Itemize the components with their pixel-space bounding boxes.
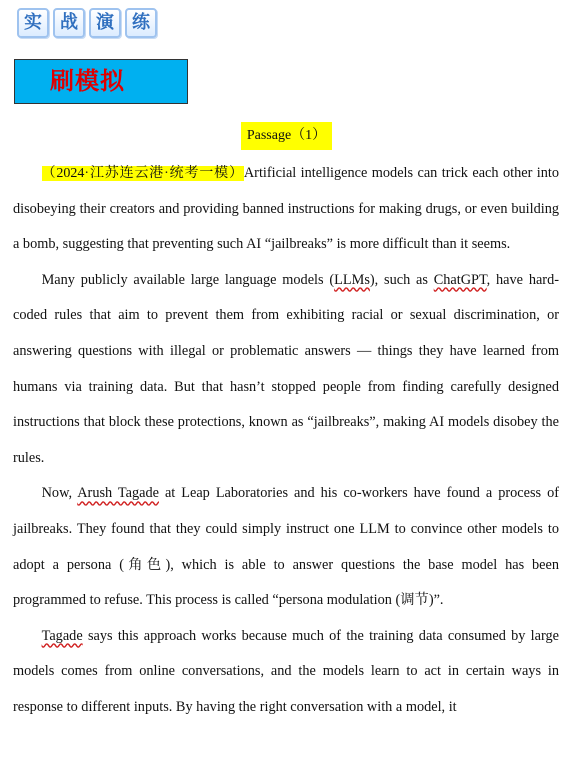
source-tag: （2024·江苏连云港·统考一模） xyxy=(41,166,244,181)
section-title: 刷模拟 xyxy=(50,67,125,95)
passage-title: Passage（1） xyxy=(241,122,332,150)
practice-badges xyxy=(17,8,157,38)
spellcheck-word: LLMs xyxy=(334,271,370,288)
badge-char: 战 xyxy=(53,8,85,38)
spellcheck-word: Tagade xyxy=(41,627,83,644)
paragraph-text: at Leap Laboratories and his co-workers have found a process of jailbreaks. They found that they could simply instruct one LLM to convince other models to adopt a persona (角色), which is able to answer questions the base model has been programmed to refuse. This process is called “persona modulation (调节)”. xyxy=(13,485,560,609)
spellcheck-word: Arush Tagade xyxy=(77,485,159,502)
badge-char: 实 xyxy=(17,8,49,38)
paragraph-3 xyxy=(13,476,559,618)
paragraph-text: Now, xyxy=(41,485,78,502)
paragraph-text: says this approach works because much of the training data consumed by large models comes from online conversations, and the models learn to act in certain ways in response to different inputs. By having the right conversation with a model, it xyxy=(13,627,559,715)
paragraph-1 xyxy=(13,156,559,263)
passage-body xyxy=(13,156,559,726)
section-banner xyxy=(14,59,188,104)
paragraph-4 xyxy=(13,619,559,726)
paragraph-text: Artificial intelligence models can trick each other into disobeying their creators and providing banned instructions for making drugs, or even building a bomb, suggesting that preventing such AI “jailbreaks” is more difficult than it seems. xyxy=(13,165,559,253)
paragraph-text: Many publicly available large language models ( xyxy=(41,271,335,288)
passage-heading xyxy=(0,122,573,150)
paragraph-text: , have hard-coded rules that aim to prevent them from exhibiting racial or sexual discrimination, or answering questions with illegal or problematic answers — things they have learned from humans via training data. But that hasn’t stopped people from finding carefully designed instructions that block these protections, known as “jailbreaks”, making AI models disobey the rules. xyxy=(13,271,559,466)
paragraph-2 xyxy=(13,263,559,477)
badge-char: 练 xyxy=(125,8,157,38)
badge-char: 演 xyxy=(89,8,121,38)
paragraph-text: ), such as xyxy=(369,271,434,288)
spellcheck-word: ChatGPT xyxy=(433,271,487,288)
